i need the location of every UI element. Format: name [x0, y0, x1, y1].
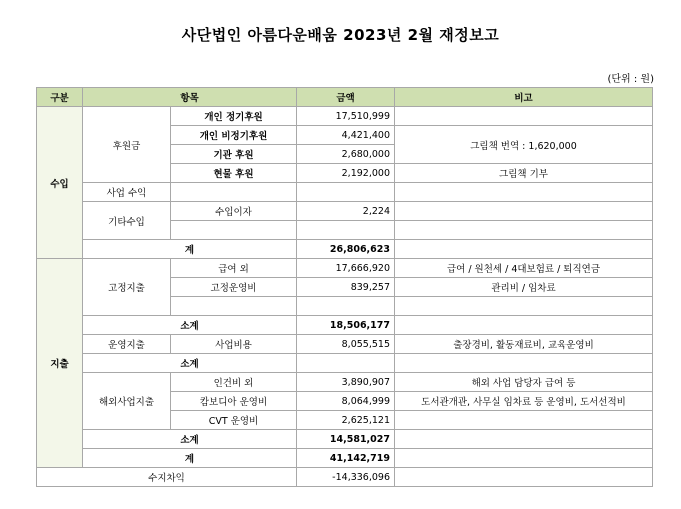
item-cell: 수입이자	[171, 202, 297, 221]
amount-cell	[297, 354, 395, 373]
note-cell: 급여 / 원천세 / 4대보험료 / 퇴직연금	[395, 259, 653, 278]
header-category: 구분	[37, 88, 83, 107]
note-cell: 출장경비, 활동재료비, 교육운영비	[395, 335, 653, 354]
note-cell: 그림책 번역 : 1,620,000	[395, 126, 653, 164]
note-cell: 그림책 기부	[395, 164, 653, 183]
item-cell: 고정운영비	[171, 278, 297, 297]
amount-cell: 8,055,515	[297, 335, 395, 354]
income-total-label: 계	[83, 240, 297, 259]
item-cell: 개인 정기후원	[171, 107, 297, 126]
table-row	[37, 202, 653, 221]
overseas-subtotal-amount: 14,581,027	[297, 430, 395, 449]
income-total-row	[37, 240, 653, 259]
note-cell: 도서관개관, 사무실 임차료 등 운영비, 도서선적비	[395, 392, 653, 411]
fixed-subtotal-label: 소계	[83, 316, 297, 335]
note-cell: 관리비 / 임차료	[395, 278, 653, 297]
table-row	[37, 373, 653, 392]
subtotal-row	[37, 316, 653, 335]
balance-row	[37, 468, 653, 487]
item-cell: CVT 운영비	[171, 411, 297, 430]
operating-expense-group: 운영지출	[83, 335, 171, 354]
donation-group: 후원금	[83, 107, 171, 183]
expense-total-row	[37, 449, 653, 468]
item-cell: 현물 후원	[171, 164, 297, 183]
amount-cell	[297, 297, 395, 316]
subtotal-row	[37, 430, 653, 449]
note-cell	[395, 411, 653, 430]
business-income-label: 사업 수익	[83, 183, 171, 202]
amount-cell: 3,890,907	[297, 373, 395, 392]
item-cell: 사업비용	[171, 335, 297, 354]
fixed-subtotal-amount: 18,506,177	[297, 316, 395, 335]
note-cell	[395, 468, 653, 487]
other-income-group: 기타수입	[83, 202, 171, 240]
fixed-expense-group: 고정지출	[83, 259, 171, 316]
amount-cell: 17,510,999	[297, 107, 395, 126]
note-cell	[395, 240, 653, 259]
item-cell: 개인 비정기후원	[171, 126, 297, 145]
unit-label: (단위 : 원)	[607, 74, 654, 85]
item-cell: 급여 외	[171, 259, 297, 278]
item-cell: 기관 후원	[171, 145, 297, 164]
amount-cell	[297, 221, 395, 240]
table-header-row	[37, 88, 653, 107]
amount-cell: 2,224	[297, 202, 395, 221]
table-row	[37, 335, 653, 354]
table-row	[37, 183, 653, 202]
balance-label: 수지차익	[37, 468, 297, 487]
amount-cell	[297, 183, 395, 202]
expense-total-label: 계	[83, 449, 297, 468]
amount-cell: 17,666,920	[297, 259, 395, 278]
page-title: 사단법인 아름다운배움 2023년 2월 재정보고	[181, 26, 500, 44]
note-cell: 해외 사업 담당자 급여 등	[395, 373, 653, 392]
item-cell: 인건비 외	[171, 373, 297, 392]
amount-cell: 2,680,000	[297, 145, 395, 164]
table-row	[37, 259, 653, 278]
note-cell	[395, 449, 653, 468]
note-cell	[395, 107, 653, 126]
note-cell	[395, 354, 653, 373]
overseas-expense-group: 해외사업지출	[83, 373, 171, 430]
note-cell	[395, 202, 653, 221]
note-cell	[395, 221, 653, 240]
note-cell	[395, 316, 653, 335]
amount-cell: 2,625,121	[297, 411, 395, 430]
subtotal-row	[37, 354, 653, 373]
income-total-amount: 26,806,623	[297, 240, 395, 259]
income-category: 수입	[37, 107, 83, 259]
amount-cell: 4,421,400	[297, 126, 395, 145]
note-cell	[395, 297, 653, 316]
amount-cell: 8,064,999	[297, 392, 395, 411]
item-cell	[171, 221, 297, 240]
expense-category: 지출	[37, 259, 83, 468]
operating-subtotal-label: 소계	[83, 354, 297, 373]
amount-cell: 2,192,000	[297, 164, 395, 183]
amount-cell: 839,257	[297, 278, 395, 297]
header-amount: 금액	[297, 88, 395, 107]
note-cell	[395, 183, 653, 202]
note-cell	[395, 430, 653, 449]
item-cell	[171, 183, 297, 202]
header-note: 비고	[395, 88, 653, 107]
item-cell	[171, 297, 297, 316]
item-cell: 캄보디아 운영비	[171, 392, 297, 411]
header-item: 항목	[83, 88, 297, 107]
overseas-subtotal-label: 소계	[83, 430, 297, 449]
balance-amount: -14,336,096	[297, 468, 395, 487]
financial-report-table	[36, 87, 653, 487]
table-row	[37, 107, 653, 126]
expense-total-amount: 41,142,719	[297, 449, 395, 468]
